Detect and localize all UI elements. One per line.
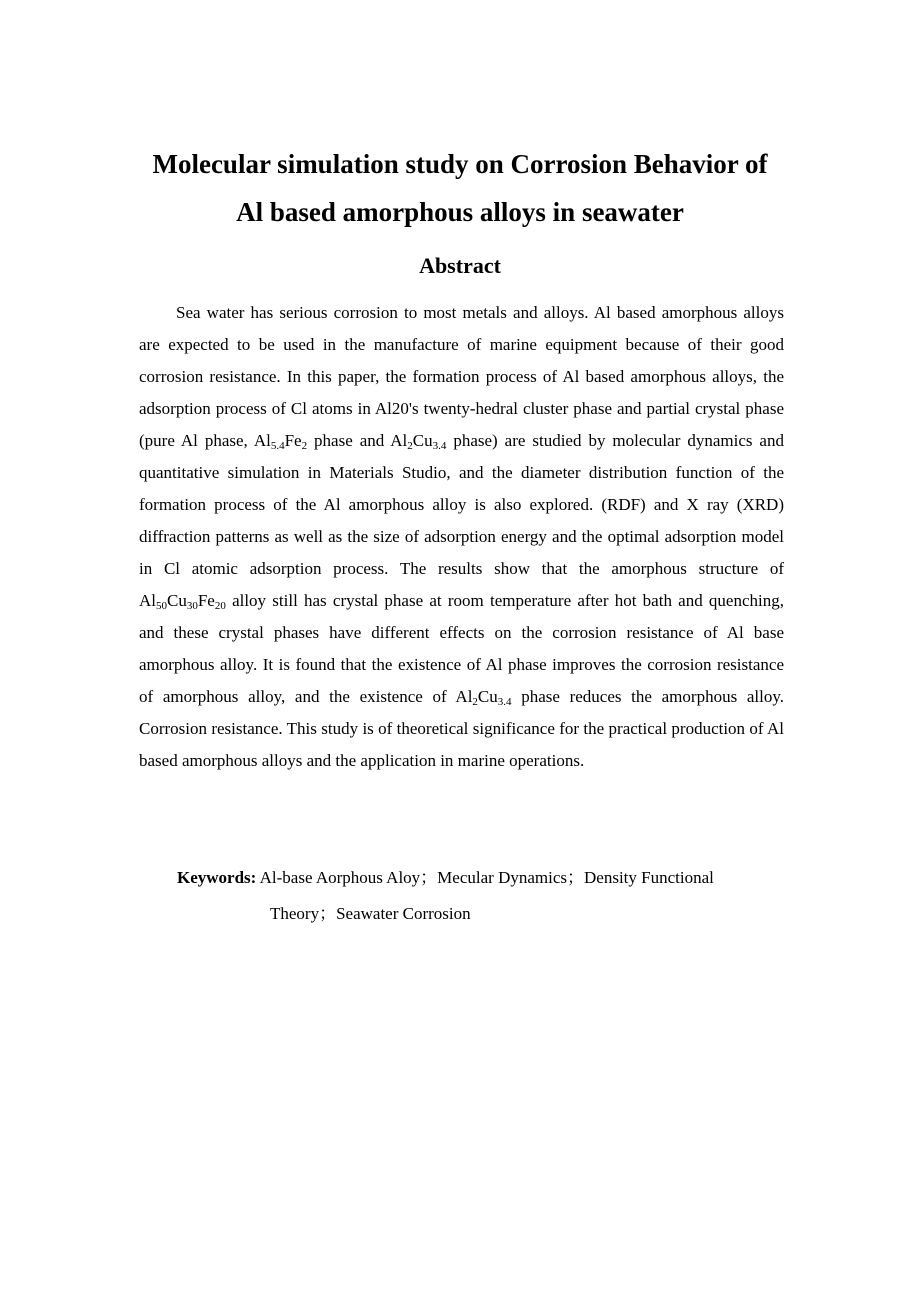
formula-al-subscript: 2 <box>407 440 413 452</box>
formula-fe-subscript: 20 <box>214 600 226 612</box>
formula-cu-subscript: 30 <box>186 600 198 612</box>
formula-cu: Cu <box>167 591 187 610</box>
formula-al-subscript: 2 <box>472 696 478 708</box>
abstract-text-2: phase and <box>307 431 391 450</box>
abstract-heading: Abstract <box>419 253 501 278</box>
paper-title-line-1: Molecular simulation study on Corrosion Behavior of <box>152 149 768 179</box>
abstract-text-1: Sea water has serious corrosion to most metals and alloys. Al based amorphous alloys are expected to be used in the manufacture of marine equipment because of their good corrosion resistance. In this paper, the formation process of Al based amorphous alloys, the adsorption process of Cl atoms in Al20's twenty-hedral cluster phase and partial crystal phase (pure Al phase, <box>139 303 784 450</box>
keywords-text-1: Al-base Aorphous Aloy；Mecular Dynamics；Density Functional <box>256 868 714 887</box>
formula-cu-subscript: 3.4 <box>432 440 447 452</box>
abstract-paragraph <box>139 297 784 777</box>
formula-al: Al <box>139 591 156 610</box>
abstract-text-5: phase reduces the amorphous alloy. Corrosion resistance. This study is of theoretical significance for the practical production of Al based amorphous alloys and the application in marine operations. <box>139 687 785 770</box>
abstract-text-4: alloy still has crystal phase at room temperature after hot bath and quenching, and these crystal phases have different effects on the corrosion resistance of Al base amorphous alloy. It is found that the existence of Al phase improves the corrosion resistance of amorphous alloy, and the existence of <box>139 591 784 706</box>
formula-al: Al <box>253 431 271 450</box>
formula-al: Al <box>455 687 473 706</box>
keywords-line-2 <box>270 898 790 930</box>
keywords-label: Keywords: <box>177 868 257 887</box>
formula-fe-subscript: 2 <box>301 440 308 452</box>
formula-al-subscript: 5.4 <box>270 440 285 452</box>
formula-cu: Cu <box>412 431 433 450</box>
paper-title-line-2: Al based amorphous alloys in seawater <box>236 197 684 227</box>
formula-cu: Cu <box>477 687 498 706</box>
formula-al: Al <box>390 431 408 450</box>
formula-cu-subscript: 3.4 <box>497 696 512 708</box>
keywords-line-1 <box>177 862 797 894</box>
formula-al-subscript: 50 <box>156 600 167 612</box>
formula-fe: Fe <box>284 431 302 450</box>
abstract-text-3: phase) are studied by molecular dynamics and quantitative simulation in Materials Studio, and the diameter distribution function of the formation process of the Al amorphous alloy is also explored. (RDF) and X ray (XRD) diffraction patterns as well as the size of adsorption energy and the optimal adsorption model in Cl atomic adsorption process. The results show that the amorphous structure of <box>139 431 784 578</box>
formula-fe: Fe <box>197 591 215 610</box>
keywords-text-2: Theory；Seawater Corrosion <box>270 904 471 923</box>
